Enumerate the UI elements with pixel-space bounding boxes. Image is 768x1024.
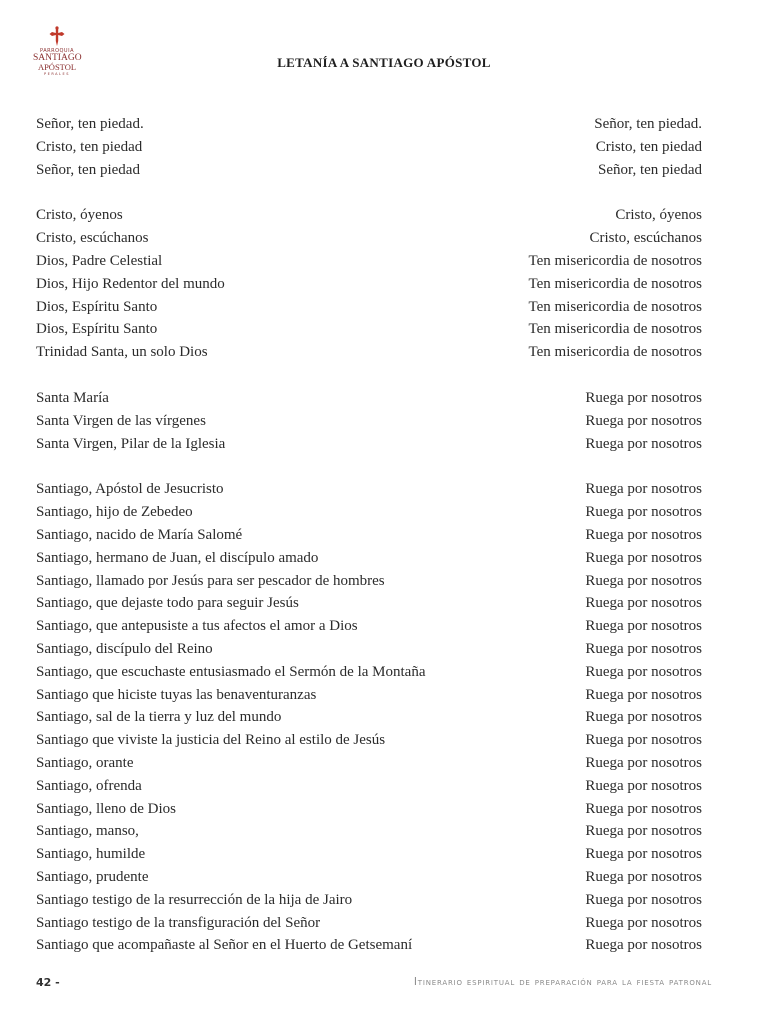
litany-row [36, 615, 702, 638]
footer-running-title: Itinerario espiritual de preparación para la fiesta patronal [413, 976, 712, 988]
invocation-text: Santiago, discípulo del Reino [36, 640, 213, 657]
invocation-text: Santiago, hijo de Zebedeo [36, 504, 193, 521]
invocation-text: Santa Virgen de las vírgenes [36, 412, 206, 429]
response-text: Cristo, ten piedad [595, 138, 702, 155]
litany-row [36, 524, 702, 547]
invocation-text: Santiago, orante [36, 754, 134, 771]
response-text: Ruega por nosotros [585, 709, 702, 726]
litany-row [36, 113, 702, 136]
page-title: LETANÍA A SANTIAGO APÓSTOL [277, 55, 491, 70]
litany-row [36, 318, 702, 341]
invocation-text: Santiago, manso, [36, 823, 139, 840]
response-text: Ten misericordia de nosotros [528, 252, 702, 269]
response-text: Ruega por nosotros [585, 754, 702, 771]
response-text: Señor, ten piedad. [594, 116, 702, 132]
cross-of-saint-james-icon [49, 26, 65, 46]
response-text: Ruega por nosotros [585, 435, 702, 452]
response-text: Ruega por nosotros [585, 846, 702, 863]
invocation-text: Santiago, que escuchaste entusiasmado el Sermón de la Montaña [36, 663, 426, 680]
litany-row [36, 204, 702, 227]
litany-row [36, 866, 702, 889]
response-text: Ruega por nosotros [585, 481, 702, 498]
invocation-text: Dios, Espíritu Santo [36, 298, 158, 315]
response-text: Ruega por nosotros [585, 526, 702, 543]
response-text: Ruega por nosotros [585, 823, 702, 840]
invocation-text: Santiago que acompañaste al Señor en el Huerto de Getsemaní [36, 937, 413, 954]
invocation-text: Santiago que viviste la justicia del Reino al estilo de Jesús [36, 732, 386, 749]
litany-row [36, 227, 702, 250]
litany-row [36, 478, 702, 501]
response-text: Ruega por nosotros [585, 640, 702, 657]
litany-section [36, 387, 702, 455]
invocation-text: Santiago, hermano de Juan, el discípulo amado [36, 549, 319, 566]
invocation-text: Santiago, que antepusiste a tus afectos el amor a Dios [36, 618, 358, 635]
invocation-text: Santa Virgen, Pilar de la Iglesia [36, 435, 226, 452]
litany-section [36, 478, 702, 957]
response-text: Ten misericordia de nosotros [528, 298, 702, 315]
response-text: Ten misericordia de nosotros [528, 344, 702, 361]
invocation-text: Santiago, sal de la tierra y luz del mundo [36, 709, 282, 726]
response-text: Ruega por nosotros [585, 618, 702, 635]
litany-row [36, 638, 702, 661]
invocation-text: Santiago, Apóstol de Jesucristo [36, 481, 224, 498]
litany-row [36, 889, 702, 912]
litany-row [36, 706, 702, 729]
invocation-text: Cristo, ten piedad [36, 138, 143, 155]
response-text: Ten misericordia de nosotros [528, 275, 702, 292]
invocation-text: Cristo, óyenos [36, 207, 123, 224]
litany-row [36, 296, 702, 319]
invocation-text: Santiago, humilde [36, 846, 146, 863]
litany-section [36, 113, 702, 181]
litany-row [36, 547, 702, 570]
invocation-text: Santiago testigo de la resurrección de la hija de Jairo [36, 891, 353, 908]
litany-row [36, 912, 702, 935]
litany-row [36, 433, 702, 456]
litany-row [36, 661, 702, 684]
response-text: Ruega por nosotros [585, 412, 702, 429]
response-text: Ruega por nosotros [585, 777, 702, 794]
response-text: Ruega por nosotros [585, 389, 702, 406]
logo-text-perales: PERALES [44, 72, 70, 76]
litany-row [36, 729, 702, 752]
logo-text-santiago: SANTIAGO [33, 53, 82, 63]
litany-row [36, 752, 702, 775]
litany-row [36, 410, 702, 433]
response-text: Cristo, escúchanos [589, 230, 702, 247]
response-text: Ruega por nosotros [585, 914, 702, 931]
invocation-text: Santiago, nacido de María Salomé [36, 526, 243, 543]
invocation-text: Dios, Hijo Redentor del mundo [36, 275, 225, 292]
litany-row [36, 501, 702, 524]
litany-row [36, 387, 702, 410]
litany-row [36, 159, 702, 182]
invocation-text: Señor, ten piedad. [36, 116, 144, 132]
invocation-text: Santa María [36, 389, 109, 406]
response-text: Ruega por nosotros [585, 937, 702, 954]
litany-row [36, 934, 702, 957]
litany-row [36, 592, 702, 615]
page-number: 42 - [36, 976, 60, 989]
response-text: Ruega por nosotros [585, 686, 702, 703]
litany-row [36, 273, 702, 296]
litany-row [36, 820, 702, 843]
litany-row [36, 250, 702, 273]
response-text: Ruega por nosotros [585, 595, 702, 612]
invocation-text: Santiago, prudente [36, 868, 149, 885]
litany-section [36, 204, 702, 364]
litany-body [36, 113, 702, 980]
response-text: Ten misericordia de nosotros [528, 321, 702, 338]
invocation-text: Señor, ten piedad [36, 161, 140, 178]
invocation-text: Dios, Espíritu Santo [36, 321, 158, 338]
litany-row [36, 570, 702, 593]
logo-text-parroquia: PARROQUIA [40, 48, 74, 54]
response-text: Señor, ten piedad [598, 161, 702, 178]
response-text: Ruega por nosotros [585, 663, 702, 680]
logo-text-apostol: APÓSTOL [37, 62, 77, 72]
response-text: Ruega por nosotros [585, 732, 702, 749]
invocation-text: Cristo, escúchanos [36, 230, 149, 247]
invocation-text: Dios, Padre Celestial [36, 252, 163, 269]
invocation-text: Santiago, lleno de Dios [36, 800, 176, 817]
invocation-text: Trinidad Santa, un solo Dios [36, 344, 208, 361]
litany-row [36, 775, 702, 798]
invocation-text: Santiago que hiciste tuyas las benaventuranzas [36, 686, 317, 703]
litany-row [36, 684, 702, 707]
invocation-text: Santiago, que dejaste todo para seguir Jesús [36, 595, 299, 612]
response-text: Ruega por nosotros [585, 572, 702, 589]
response-text: Cristo, óyenos [615, 207, 702, 224]
litany-row [36, 341, 702, 364]
litany-row [36, 136, 702, 159]
response-text: Ruega por nosotros [585, 800, 702, 817]
response-text: Ruega por nosotros [585, 549, 702, 566]
response-text: Ruega por nosotros [585, 504, 702, 521]
response-text: Ruega por nosotros [585, 891, 702, 908]
litany-row [36, 843, 702, 866]
invocation-text: Santiago, ofrenda [36, 777, 142, 794]
response-text: Ruega por nosotros [585, 868, 702, 885]
invocation-text: Santiago, llamado por Jesús para ser pescador de hombres [36, 572, 385, 589]
litany-row [36, 798, 702, 821]
invocation-text: Santiago testigo de la transfiguración del Señor [36, 914, 321, 931]
